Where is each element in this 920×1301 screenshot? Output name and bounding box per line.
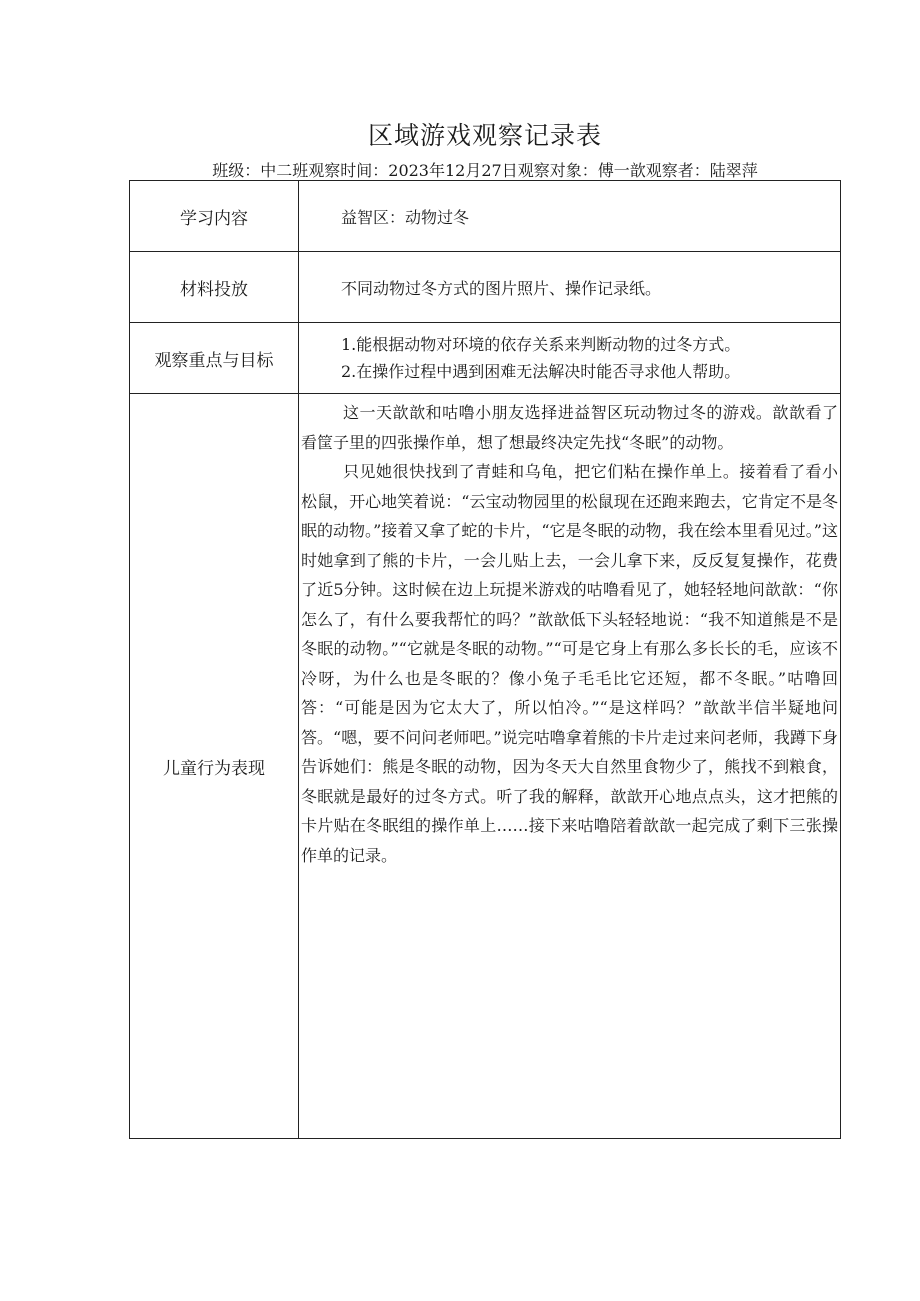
observation-info: 班级：中二班观察时间：2023年12月27日观察对象：傅一歆观察者：陆翠萍 <box>212 161 758 180</box>
goal-item: 1.能根据动物对环境的依存关系来判断动物的过冬方式。 <box>341 335 741 354</box>
page-title: 区域游戏观察记录表 <box>367 121 602 150</box>
row-behavior <box>130 394 841 1139</box>
row-materials <box>130 252 841 323</box>
behavior-paragraph: 只见她很快找到了青蛙和乌龟，把它们粘在操作单上。接着看了看小松鼠，开心地笑着说：“云宝动物园里的松鼠现在还跑来跑去，它肯定不是冬眠的动物。”接着又拿了蛇的卡片，“它是冬眠的动物，我在绘本里看见过。”这时她拿到了熊的卡片，一会儿贴上去，一会儿拿下来，反反复复操作，花费了近5分钟。这时候在边上玩提米游戏的咕噜看见了，她轻轻地问歆歆：“你怎么了，有什么要我帮忙的吗？”歆歆低下头轻轻地说：“我不知道熊是不是冬眠的动物。”“它就是冬眠的动物。”“可是它身上有那么多长长的毛，应该不冷呀，为什么也是冬眠的？像小兔子毛毛比它还短，都不冬眠。”咕噜回答：“可能是因为它太大了，所以怕冷。”“是这样吗？”歆歆半信半疑地问答。“嗯，要不问问老师吧。”说完咕噜拿着熊的卡片走过来问老师，我蹲下身告诉她们：熊是冬眠的动物，因为冬天大自然里食物少了，熊找不到粮食，冬眠就是最好的过冬方式。听了我的解释，歆歆开心地点点头，这才把熊的卡片贴在冬眠组的操作单上……接下来咕噜陪着歆歆一起完成了剩下三张操作单的记录。 <box>301 462 838 865</box>
label-goals: 观察重点与目标 <box>130 323 299 394</box>
label-materials: 材料投放 <box>130 252 299 323</box>
value-goals <box>299 323 841 394</box>
label-behavior: 儿童行为表现 <box>130 394 299 1139</box>
value-learning-content: 益智区：动物过冬 <box>299 181 841 252</box>
value-behavior <box>299 394 841 1139</box>
label-learning-content: 学习内容 <box>130 181 299 252</box>
row-goals <box>130 323 841 394</box>
row-learning-content <box>130 181 841 252</box>
value-materials: 不同动物过冬方式的图片照片、操作记录纸。 <box>299 252 841 323</box>
observation-table <box>129 180 841 1139</box>
behavior-paragraph: 这一天歆歆和咕噜小朋友选择进益智区玩动物过冬的游戏。歆歆看了看筐子里的四张操作单，想了想最终决定先找“冬眠”的动物。 <box>301 403 838 452</box>
goal-item: 2.在操作过程中遇到困难无法解决时能否寻求他人帮助。 <box>341 362 741 381</box>
